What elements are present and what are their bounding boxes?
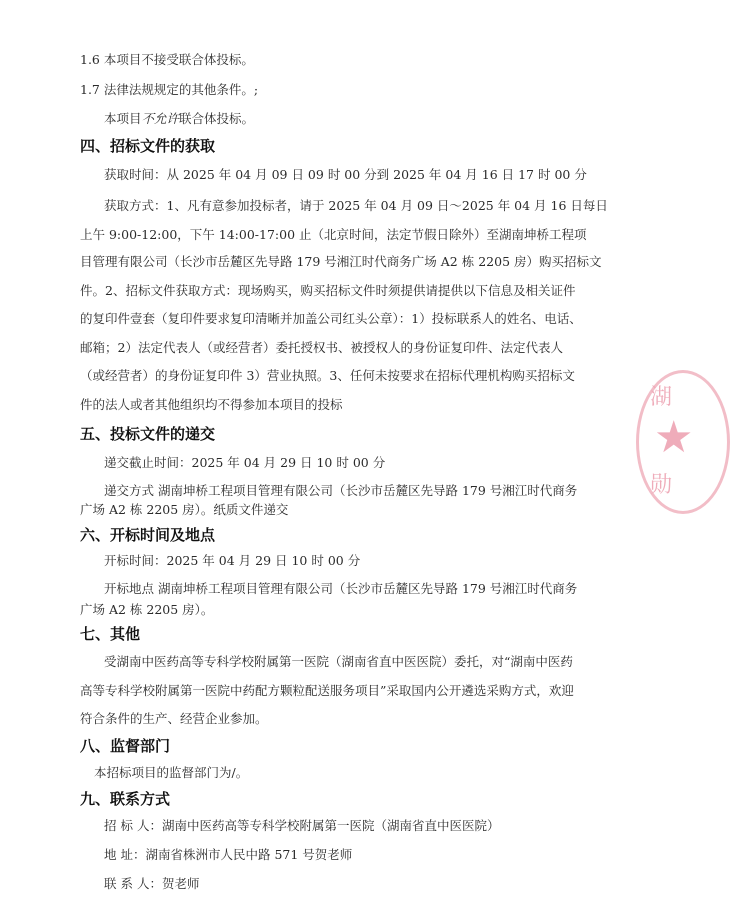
obtain-method-line-6: 邮箱；2）法定代表人（或经营者）委托授权书、被授权人的身份证复印件、法定代表人 — [80, 340, 563, 355]
section-heading-9: 九、联系方式 — [80, 790, 171, 808]
seal-char-2: 勋 — [650, 473, 673, 498]
star-icon: ★ — [654, 412, 694, 463]
obtain-method-line-2: 上午 9:00-12:00，下午 14:00-17:00 止（北京时间，法定节假日除外）至湖南坤桥工程项 — [80, 227, 587, 242]
other-line-1: 受湖南中医药高等专科学校附属第一医院（湖南省直中医医院）委托，对“湖南中医药 — [104, 654, 573, 669]
obtain-method-line-1: 获取方式：1、凡有意参加投标者，请于 2025 年 04 月 09 日～2025 年 04 月 16 日每日 — [104, 198, 608, 213]
section-heading-7: 七、其他 — [80, 625, 141, 643]
other-line-2: 高等专科学校附属第一医院中药配方颗粒配送服务项目”采取国内公开遴选采购方式，欢迎 — [80, 683, 574, 698]
opening-place-line-2: 广场 A2 栋 2205 房）。 — [80, 602, 214, 617]
joint-bid-note-suffix: 联合体投标。 — [179, 111, 255, 126]
company-seal — [636, 370, 726, 510]
obtain-method-line-3: 目管理有限公司（长沙市岳麓区先导路 179 号湘江时代商务广场 A2 栋 2205 房）购买招标文 — [80, 254, 602, 269]
seal-char-1: 湖 — [650, 385, 673, 410]
opening-place-line-1: 开标地点 湖南坤桥工程项目管理有限公司（长沙市岳麓区先导路 179 号湘江时代商务 — [104, 581, 578, 596]
submit-deadline: 递交截止时间：2025 年 04 月 29 日 10 时 00 分 — [104, 455, 386, 470]
joint-bid-note-italic: 不允许 — [141, 111, 180, 126]
obtain-method-line-5: 的复印件壹套（复印件要求复印清晰并加盖公司红头公章）：1）投标联系人的姓名、电话、 — [80, 311, 582, 326]
supervision-text: 本招标项目的监督部门为/。 — [94, 765, 249, 780]
obtain-method-line-8: 件的法人或者其他组织均不得参加本项目的投标 — [80, 397, 343, 412]
contact-person: 联 系 人：贺老师 — [104, 876, 200, 891]
obtain-time: 获取时间：从 2025 年 04 月 09 日 09 时 00 分到 2025 年 04 月 16 日 17 时 00 分 — [104, 167, 587, 182]
section-heading-5: 五、投标文件的递交 — [80, 425, 216, 443]
obtain-method-line-7: （或经营者）的身份证复印件 3）营业执照。3、任何未按要求在招标代理机构购买招标文 — [80, 368, 575, 383]
contact-tenderer: 招 标 人：湖南中医药高等专科学校附属第一医院（湖南省直中医医院） — [104, 818, 500, 833]
section-heading-6: 六、开标时间及地点 — [80, 526, 216, 544]
submit-method-line-1: 递交方式 湖南坤桥工程项目管理有限公司（长沙市岳麓区先导路 179 号湘江时代商务 — [104, 483, 578, 498]
section-heading-8: 八、监督部门 — [80, 737, 171, 755]
section-heading-4: 四、招标文件的获取 — [80, 137, 216, 155]
obtain-method-line-4: 件。2、招标文件获取方式：现场购买，购买招标文件时须提供请提供以下信息及相关证件 — [80, 283, 576, 298]
joint-bid-note-prefix: 本项目 — [104, 111, 142, 126]
opening-time: 开标时间：2025 年 04 月 29 日 10 时 00 分 — [104, 553, 361, 568]
submit-method-line-2: 广场 A2 栋 2205 房）。纸质文件递交 — [80, 502, 289, 517]
clause-1-7: 1.7 法律法规规定的其他条件。; — [80, 82, 259, 97]
contact-address: 地 址：湖南省株洲市人民中路 571 号贺老师 — [104, 847, 353, 862]
joint-bid-note — [104, 111, 254, 127]
clause-1-6: 1.6 本项目不接受联合体投标。 — [80, 52, 254, 67]
other-line-3: 符合条件的生产、经营企业参加。 — [80, 711, 268, 726]
